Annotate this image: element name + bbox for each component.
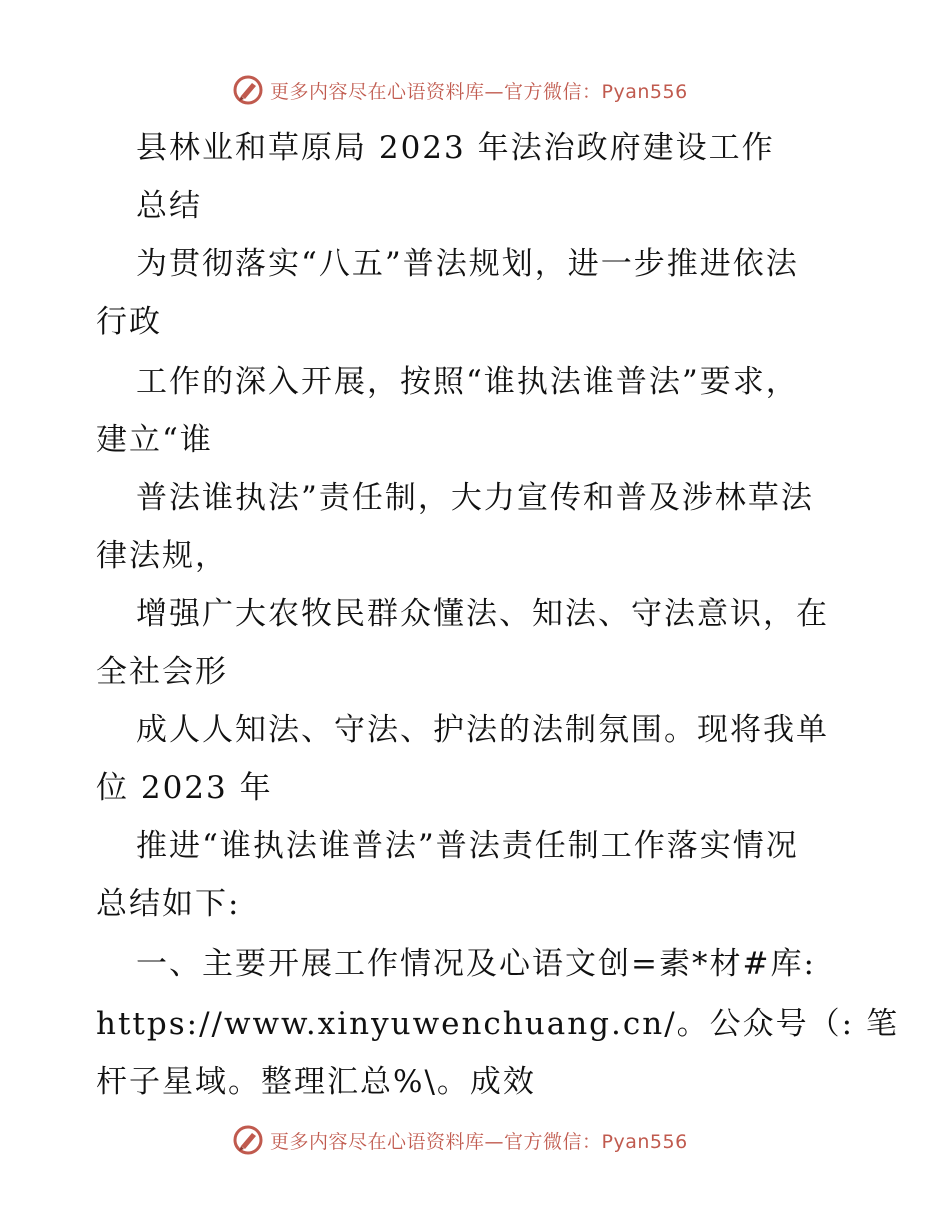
paragraph-line: 成人人知法、守法、护法的法制氛围。现将我单: [136, 712, 829, 748]
paragraph-line: 杆子星域。整理汇总%\。成效: [96, 1064, 536, 1100]
footer-watermark: [232, 1122, 752, 1158]
paragraph-line: 为贯彻落实“八五”普法规划，进一步推进依法: [136, 246, 799, 282]
paragraph-line: 工作的深入开展，按照“谁执法谁普法”要求，: [136, 364, 799, 400]
paragraph-line: 推进“谁执法谁普法”普法责任制工作落实情况: [136, 828, 799, 864]
section-heading-line: 一、主要开展工作情况及心语文创=素*材#库:: [136, 946, 816, 982]
paragraph-line: 位 2023 年: [96, 770, 273, 806]
header-watermark: [232, 72, 752, 108]
paragraph-line: 行政: [96, 304, 162, 340]
paragraph-line: 增强广大农牧民群众懂法、知法、守法意识，在: [136, 596, 829, 632]
pen-seal-icon: [232, 74, 264, 106]
paragraph-line: 全社会形: [96, 654, 228, 690]
watermark-text: 更多内容尽在心语资料库—官方微信：Pyan556: [270, 80, 688, 103]
paragraph-line: 总结如下:: [96, 886, 241, 922]
paragraph-line: https://www.xinyuwenchuang.cn/。公众号（: 笔: [96, 1006, 899, 1042]
paragraph-line: 普法谁执法”责任制，大力宣传和普及涉林草法: [136, 480, 814, 516]
doc-title-line-1: 县林业和草原局 2023 年法治政府建设工作: [136, 130, 775, 166]
watermark-text: 更多内容尽在心语资料库—官方微信：Pyan556: [270, 1130, 688, 1153]
pen-seal-icon: [232, 1124, 264, 1156]
paragraph-line: 律法规，: [96, 538, 228, 574]
paragraph-line: 建立“谁: [96, 422, 213, 458]
doc-title-line-2: 总结: [136, 188, 202, 224]
